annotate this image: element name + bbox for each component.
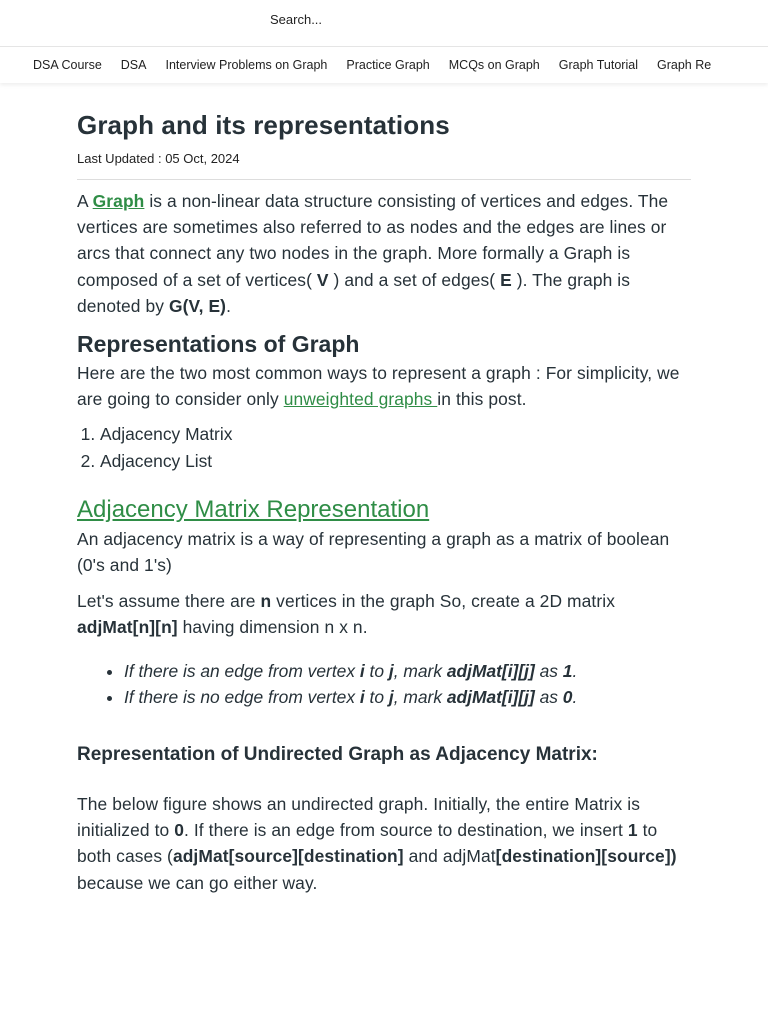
text: and xyxy=(403,846,443,867)
text: If there is no edge from vertex xyxy=(124,686,360,707)
text: as xyxy=(534,686,563,707)
text: to both cases ( xyxy=(77,820,658,867)
nav-item-graph-tutorial[interactable]: Graph Tutorial xyxy=(558,58,638,72)
text: i xyxy=(359,686,365,707)
search-input[interactable]: Search... xyxy=(270,12,323,27)
list-item xyxy=(124,658,691,684)
list-item xyxy=(124,684,691,710)
text: . xyxy=(572,660,578,681)
undirected-heading: Representation of Undirected Graph as Adjacency Matrix: xyxy=(77,744,598,766)
nav-bar xyxy=(0,47,768,83)
text: , mark xyxy=(393,686,447,707)
text: [destination][source]) xyxy=(495,846,677,867)
text: , mark xyxy=(393,660,447,681)
text: Here are the two most common ways to represent a graph : For simplicity, we are going to consider only xyxy=(77,363,680,410)
list-item: 2. Adjacency List xyxy=(100,448,691,474)
text: is a non-linear data structure consisting of vertices and edges. The vertices are sometimes also referred to as nodes and the edges are lines or arcs that connect any two nodes in the graph. More formally a Graph is composed of a set of vertices( xyxy=(77,191,669,290)
text: in this post. xyxy=(437,389,527,410)
text: i xyxy=(359,660,365,681)
text: having dimension n x n. xyxy=(177,617,368,638)
text: 0 xyxy=(562,686,573,707)
last-updated xyxy=(77,151,691,180)
text: ). The graph is denoted by xyxy=(77,269,631,316)
nav-item-graph-re[interactable]: Graph Re xyxy=(656,58,712,72)
text: 1 xyxy=(562,660,573,681)
text: adjMat[i][j] xyxy=(446,660,535,681)
representations-heading: Representations of Graph xyxy=(77,331,360,358)
nav-item-mcqs[interactable]: MCQs on Graph xyxy=(448,58,540,72)
adjacency-matrix-intro: An adjacency matrix is a way of representing a graph as a matrix of boolean (0's and 1's) xyxy=(77,528,670,576)
text: . If there is an edge from source to destination, we insert xyxy=(183,820,628,841)
updated-date: 05 Oct, 2024 xyxy=(165,151,240,166)
article xyxy=(77,100,691,896)
text: j xyxy=(388,686,394,707)
representations-list xyxy=(77,421,691,473)
text: because we can go either way. xyxy=(77,872,318,893)
text: If there is an edge from vertex xyxy=(124,660,360,681)
text: . xyxy=(226,295,232,316)
updated-label: Last Updated : xyxy=(77,151,162,166)
text: A xyxy=(77,191,93,211)
text: adjMat[i][j] xyxy=(446,686,535,707)
top-bar xyxy=(0,0,768,47)
nav-item-dsa[interactable]: DSA xyxy=(120,58,147,72)
list-item: 1. Adjacency Matrix xyxy=(100,421,691,447)
graph-link[interactable]: Graph xyxy=(92,191,145,211)
unweighted-graphs-link[interactable]: unweighted graphs xyxy=(283,389,438,410)
assume-paragraph xyxy=(77,588,691,640)
text: to xyxy=(364,686,389,707)
representations-intro xyxy=(77,360,691,412)
text: 0 xyxy=(174,820,184,841)
text: n xyxy=(260,591,272,612)
adjacency-matrix-heading xyxy=(77,496,691,524)
text: adjMat[source][destination] xyxy=(172,846,404,867)
nav-item-dsa-course[interactable]: DSA Course xyxy=(33,58,102,72)
adjacency-matrix-link[interactable]: Adjacency Matrix Representation xyxy=(77,495,430,523)
text: Let's assume there are xyxy=(77,591,261,612)
text: ) and a set of edges( xyxy=(328,269,501,290)
text: j xyxy=(388,660,394,681)
rules-list xyxy=(77,658,691,710)
text: The below figure shows an undirected graph. Initially, the entire Matrix is initialized to xyxy=(77,794,640,841)
text: E xyxy=(500,269,512,290)
page-title: Graph and its representations xyxy=(77,110,450,140)
text: V xyxy=(316,269,329,290)
undirected-paragraph xyxy=(77,791,691,896)
nav-item-interview-problems[interactable]: Interview Problems on Graph xyxy=(165,58,328,72)
text: adjMat[n][n] xyxy=(77,617,178,638)
text: 1 xyxy=(627,820,638,841)
text: vertices in the graph So, create a 2D matrix xyxy=(271,591,615,612)
text: as xyxy=(534,660,563,681)
text: . xyxy=(572,686,578,707)
text: adjMat xyxy=(442,846,496,867)
nav-item-practice-graph[interactable]: Practice Graph xyxy=(346,58,430,72)
intro-paragraph xyxy=(77,188,691,319)
text: G(V, E) xyxy=(169,295,227,316)
text: to xyxy=(364,660,389,681)
